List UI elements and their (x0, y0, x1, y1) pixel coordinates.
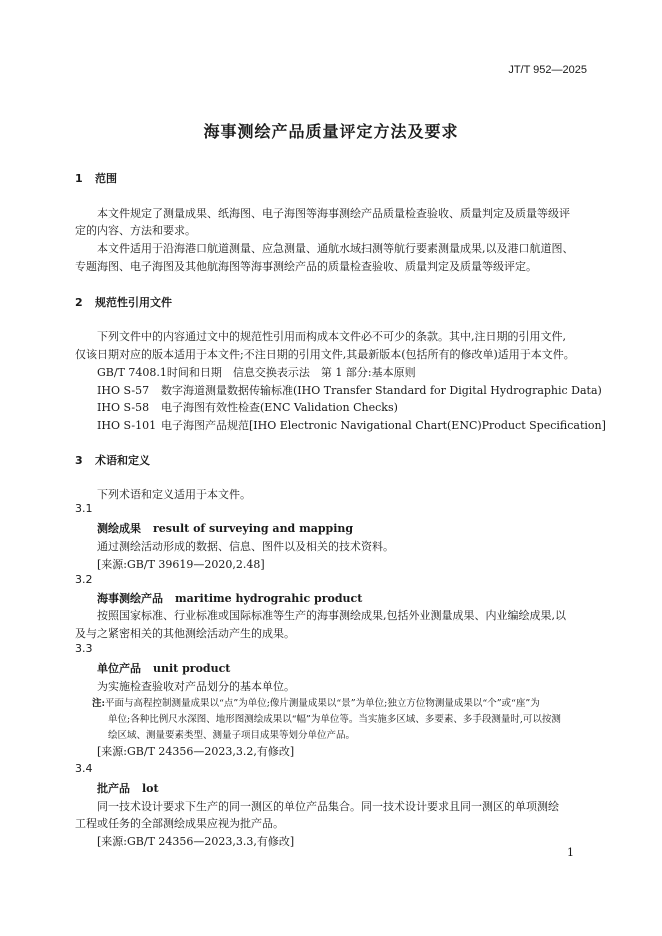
note-line2: 单位;各种比例尺水深图、地形图测绘成果以“幅”为单位等。当实施多区域、多要素、多手段测量时,可以按测 (108, 714, 561, 725)
reference-code: GB/T 7408.1 (97, 366, 167, 379)
note-line3: 绘区域、测量要素类型、测量子项目成果等划分单位产品。 (108, 730, 356, 741)
term-definition: 通过测绘活动形成的数据、信息、图件以及相关的技术资料。 (97, 540, 394, 553)
term-definition-line2: 工程或任务的全部测绘成果应视为批产品。 (75, 817, 284, 830)
section-number: 1 (75, 172, 83, 185)
normative-reference (97, 382, 602, 398)
sec1-para1-line2: 定的内容、方法和要求。 (75, 224, 196, 237)
term-definition-line2: 及与之紧密相关的其他测绘活动产生的成果。 (75, 627, 295, 640)
reference-code: IHO S-101 (97, 419, 157, 432)
term-heading (97, 660, 230, 676)
term-note (92, 695, 540, 709)
reference-code: IHO S-58 (97, 401, 150, 414)
term-en: unit product (153, 662, 231, 675)
term-source: [来源:GB/T 24356—2023,3.2,有修改] (97, 745, 295, 758)
section-number: 2 (75, 296, 83, 309)
term-en: lot (142, 782, 159, 795)
reference-title: 时间和日期 信息交换表示法 第 1 部分:基本原则 (166, 366, 416, 379)
sec1-para2-line2: 专题海图、电子海图及其他航海图等海事测绘产品的质量检查验收、质量判定及质量等级评定。 (75, 260, 537, 273)
term-definition: 为实施检查验收对产品划分的基本单位。 (97, 680, 295, 693)
term-en: result of surveying and mapping (153, 522, 354, 535)
section-title: 规范性引用文件 (95, 296, 172, 309)
term-en: maritime hydrograhic product (175, 592, 363, 605)
note-label: 注: (92, 698, 106, 709)
section-3-heading (75, 452, 150, 468)
standard-code: JT/T 952—2025 (508, 64, 587, 76)
term-heading (97, 590, 362, 606)
reference-title: 电子海图产品规范[IHO Electronic Navigational Chart(ENC)Product Specification] (161, 419, 606, 432)
normative-reference (97, 399, 398, 415)
section-2-heading (75, 294, 172, 310)
term-zh: 海事测绘产品 (97, 592, 163, 605)
term-zh: 测绘成果 (97, 522, 141, 535)
reference-title: 数字海道测量数据传输标准(IHO Transfer Standard for Digital Hydrographic Data) (161, 384, 602, 397)
term-heading (97, 780, 159, 796)
normative-reference (97, 364, 416, 380)
section-number: 3 (75, 454, 83, 467)
term-number: 3.3 (75, 642, 93, 655)
section-title: 术语和定义 (95, 454, 150, 467)
reference-title: 电子海图有效性检查(ENC Validation Checks) (161, 401, 398, 414)
section-title: 范围 (95, 172, 117, 185)
term-zh: 单位产品 (97, 662, 141, 675)
sec1-para2-line1: 本文件适用于沿海港口航道测量、应急测量、通航水域扫测等航行要素测量成果,以及港口航道图、 (97, 242, 574, 255)
term-zh: 批产品 (97, 782, 130, 795)
normative-reference (97, 417, 606, 433)
page-number: 1 (567, 846, 574, 859)
term-definition-line1: 同一技术设计要求下生产的同一测区的单位产品集合。同一技术设计要求且同一测区的单项测绘 (97, 800, 559, 813)
term-number: 3.1 (75, 502, 93, 515)
term-source: [来源:GB/T 39619—2020,2.48] (97, 558, 265, 571)
sec2-para1-line2: 仅该日期对应的版本适用于本文件;不注日期的引用文件,其最新版本(包括所有的修改单)适用于本文件。 (75, 348, 575, 361)
sec3-intro: 下列术语和定义适用于本文件。 (97, 488, 251, 501)
term-heading (97, 520, 353, 536)
reference-code: IHO S-57 (97, 384, 150, 397)
document-title: 海事测绘产品质量评定方法及要求 (203, 122, 459, 141)
term-number: 3.2 (75, 573, 93, 586)
section-1-heading (75, 170, 117, 186)
note-line1: 平面与高程控制测量成果以“点”为单位;像片测量成果以“景”为单位;独立方位物测量成果以“个”或“座”为 (105, 698, 540, 709)
sec1-para1-line1: 本文件规定了测量成果、纸海图、电子海图等海事测绘产品质量检查验收、质量判定及质量等级评 (97, 207, 570, 220)
term-definition-line1: 按照国家标准、行业标准或国际标准等生产的海事测绘成果,包括外业测量成果、内业编绘成果,以 (97, 609, 566, 622)
term-number: 3.4 (75, 762, 93, 775)
term-source: [来源:GB/T 24356—2023,3.3,有修改] (97, 835, 295, 848)
sec2-para1-line1: 下列文件中的内容通过文中的规范性引用而构成本文件必不可少的条款。其中,注日期的引用文件, (97, 330, 566, 343)
